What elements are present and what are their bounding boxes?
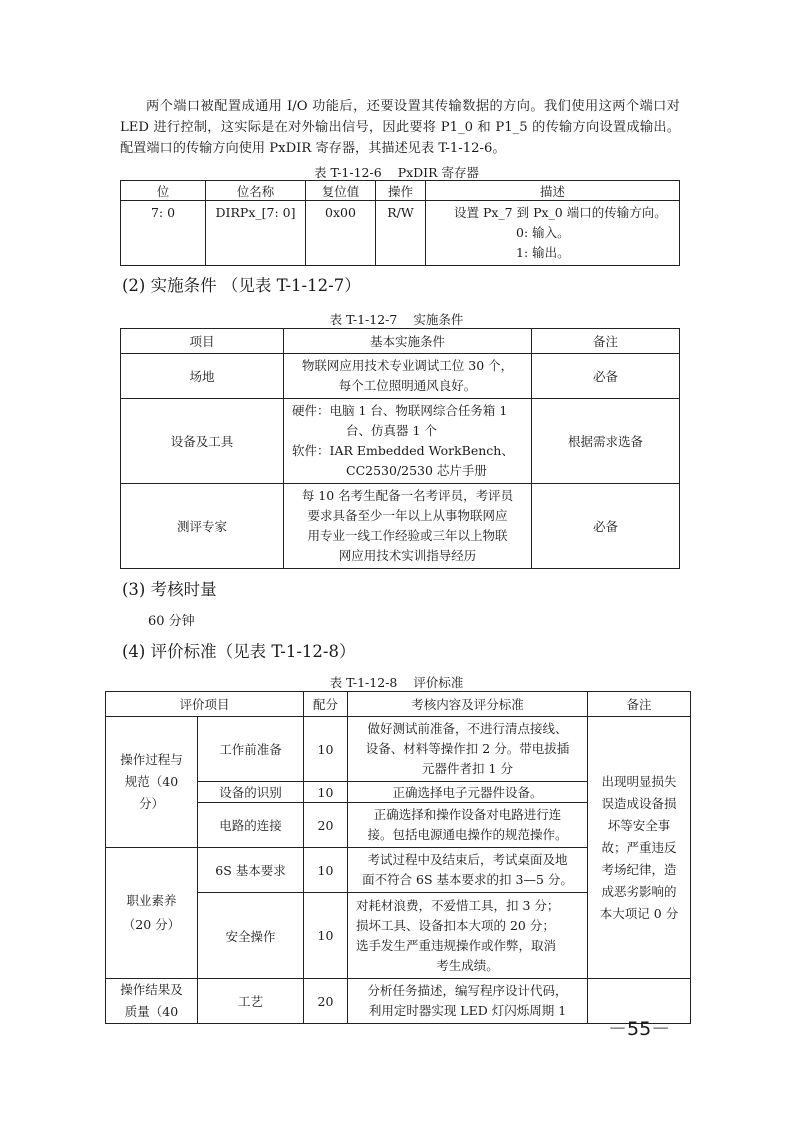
table7-header-note: 备注 — [532, 329, 680, 354]
table7-cond-line: 每个工位照明通风良好。 — [338, 378, 477, 393]
table8-content — [348, 979, 588, 1024]
table8-group-line: 操作结果及 — [120, 982, 183, 997]
table8-content-line: 接。包括电源通电操作的规范操作。 — [367, 827, 568, 842]
table7-cond-line: 用专业一线工作经验或三年以上物联 — [307, 528, 508, 543]
table8-group-process — [106, 717, 198, 848]
table7-cond — [284, 354, 532, 399]
table8-subitem: 工艺 — [198, 979, 304, 1024]
table8-subitem: 工作前准备 — [198, 717, 304, 782]
table7-note: 必备 — [532, 484, 680, 569]
table8-content-line: 考生成绩。 — [436, 957, 499, 973]
table8-score: 10 — [304, 848, 348, 893]
table6-caption — [0, 163, 793, 181]
table8-content-line: 面不符合 6S 基本要求的扣 3—5 分。 — [362, 872, 573, 887]
table8-content — [348, 848, 588, 893]
table7-header-item: 项目 — [121, 329, 284, 354]
intro-paragraph: 两个端口被配置成通用 I/O 功能后，还要设置其传输数据的方向。我们使用这两个端口对 LED 进行控制，这实际是在对外输出信号，因此要将 P1_0 和 P1_5 的传输方向设置成输出。配置端口的传输方向使用 PxDIR 寄存器，其描述见表 T-1-12-6。 — [120, 99, 680, 156]
table8-row — [106, 979, 691, 1024]
table7-item: 设备及工具 — [121, 399, 284, 484]
table6-caption-id: 表 T-1-12-6 — [314, 165, 382, 180]
table7-note: 必备 — [532, 354, 680, 399]
table7 — [120, 328, 680, 569]
table7-item: 场地 — [121, 354, 284, 399]
table8-note-line: 误造成设备损 — [601, 795, 677, 811]
table6-desc — [426, 201, 680, 266]
table8-content-line: 正确选择电子元器件设备。 — [392, 785, 543, 800]
table8-row — [106, 717, 691, 782]
table6-header-reset: 复位值 — [306, 181, 376, 201]
section-2-heading: (2) 实施条件 （见表 T-1-12-7） — [122, 276, 361, 295]
table8-content-line: 考试过程中及结束后，考试桌面及地 — [367, 852, 568, 867]
table8-content — [348, 782, 588, 803]
table8-score: 10 — [304, 893, 348, 979]
table8-score: 10 — [304, 782, 348, 803]
table7-cond — [284, 484, 532, 569]
table8-group-line: 操作过程与 — [120, 752, 183, 767]
table7-cond-line: 软件：IAR Embedded WorkBench、 — [292, 443, 514, 458]
table8-header-project: 评价项目 — [106, 692, 304, 717]
table8-header-row — [106, 692, 691, 717]
table8-content — [348, 893, 588, 979]
table6-row — [121, 201, 680, 266]
table8-score: 20 — [304, 979, 348, 1024]
table8-header-note: 备注 — [588, 692, 691, 717]
table8-content-line: 利用定时器实现 LED 灯闪烁周期 1 — [368, 1003, 567, 1018]
table8-content-line: 对耗材浪费，不爱惜工具，扣 3 分； — [356, 897, 560, 913]
table7-cond-line: 每 10 名考生配备一名考评员，考评员 — [301, 488, 514, 503]
table7-item: 测评专家 — [121, 484, 284, 569]
table6-desc-line: 1: 输出。 — [516, 245, 570, 260]
table7-note: 根据需求选备 — [532, 399, 680, 484]
table7-row — [121, 399, 680, 484]
table8-caption — [0, 673, 793, 691]
table6-name: DIRPx_[7: 0] — [206, 201, 306, 266]
table8-score: 10 — [304, 717, 348, 782]
table6-bit: 7: 0 — [121, 201, 206, 266]
table7-cond-line: 台、仿真器 1 个 — [346, 423, 437, 438]
table7-cond — [284, 399, 532, 484]
table7-cond-line: 硬件：电脑 1 台、物联网综合任务箱 1 — [292, 403, 508, 418]
section-3-heading: (3) 考核时量 — [122, 580, 217, 599]
table8-note-line: 成恶劣影响的 — [601, 883, 677, 899]
table8-content-line: 分析任务描述，编写程序设计代码， — [367, 983, 568, 998]
table8-header-score: 配分 — [304, 692, 348, 717]
table8-header-content: 考核内容及评分标准 — [348, 692, 588, 717]
table8-subitem: 电路的连接 — [198, 803, 304, 848]
table6-op: R/W — [376, 201, 426, 266]
table8-content-line: 设备、材料等操作扣 2 分。带电拔插 — [365, 741, 570, 756]
table6 — [120, 180, 680, 266]
table6-header-desc: 描述 — [426, 181, 680, 201]
table6-header-row — [121, 181, 680, 201]
table8-note-line: 本大项记 0 分 — [599, 905, 679, 921]
table8-note-line: 考场纪律，造 — [601, 861, 677, 877]
table8-content — [348, 803, 588, 848]
table8-group-line: 规范（40 — [124, 774, 179, 789]
table7-caption-title: 实施条件 — [413, 312, 464, 327]
table8-group-line: （20 分） — [122, 917, 181, 932]
table7-caption-id: 表 T-1-12-7 — [329, 312, 398, 327]
table6-header-bit: 位 — [121, 181, 206, 201]
table6-desc-line: 设置 Px_7 到 Px_0 端口的传输方向。 — [454, 205, 667, 220]
table8-subitem: 安全操作 — [198, 893, 304, 979]
table8-group-line: 分） — [138, 796, 164, 811]
table8 — [105, 691, 691, 1024]
table8-subitem: 设备的识别 — [198, 782, 304, 803]
table8-score: 20 — [304, 803, 348, 848]
table7-row — [121, 484, 680, 569]
table8-group-result — [106, 979, 198, 1024]
table6-desc-line: 0: 输入。 — [516, 225, 570, 240]
table8-content-line: 正确选择和操作设备对电路进行连 — [373, 807, 562, 822]
table8-group-line: 职业素养 — [126, 893, 177, 908]
page-number: －55－ — [608, 1018, 671, 1040]
duration-text: 60 分钟 — [148, 614, 195, 629]
table7-cond-line: 网应用技术实训指导经历 — [338, 548, 477, 563]
table8-caption-id: 表 T-1-12-8 — [329, 675, 398, 690]
table8-group-professional — [106, 848, 198, 979]
table8-content-line: 做好测试前准备，不进行清点接线、 — [367, 721, 568, 736]
table6-header-name: 位名称 — [206, 181, 306, 201]
table7-cond-line: 物联网应用技术专业调试工位 30 个， — [301, 358, 514, 373]
table8-content-line: 损坏工具、设备扣本大项的 20 分； — [356, 917, 555, 933]
table6-header-op: 操作 — [376, 181, 426, 201]
table8-note-line: 出现明显损失 — [601, 773, 677, 789]
table8-note-line: 坏等安全事 — [607, 817, 671, 833]
table8-content-line: 元器件者扣 1 分 — [422, 761, 513, 776]
table7-header-row — [121, 329, 680, 354]
table8-note-line: 故；严重违反 — [601, 839, 677, 855]
table7-cond-line: 要求具备至少一年以上从事物联网应 — [307, 508, 508, 523]
table7-cond-line: CC2530/2530 芯片手册 — [346, 463, 487, 478]
table8-group-line: 质量（40 — [124, 1004, 179, 1019]
table8-caption-title: 评价标准 — [413, 675, 464, 690]
table7-caption — [0, 310, 793, 328]
section-4-heading: (4) 评价标准（见表 T-1-12-8） — [122, 642, 356, 661]
table7-row — [121, 354, 680, 399]
table8-subitem: 6S 基本要求 — [198, 848, 304, 893]
table8-content-line: 选手发生严重违规操作或作弊，取消 — [356, 937, 557, 953]
table6-caption-title: PxDIR 寄存器 — [397, 165, 479, 180]
table8-content — [348, 717, 588, 782]
table7-header-cond: 基本实施条件 — [284, 329, 532, 354]
table8-note — [588, 717, 691, 979]
table6-reset: 0x00 — [306, 201, 376, 266]
